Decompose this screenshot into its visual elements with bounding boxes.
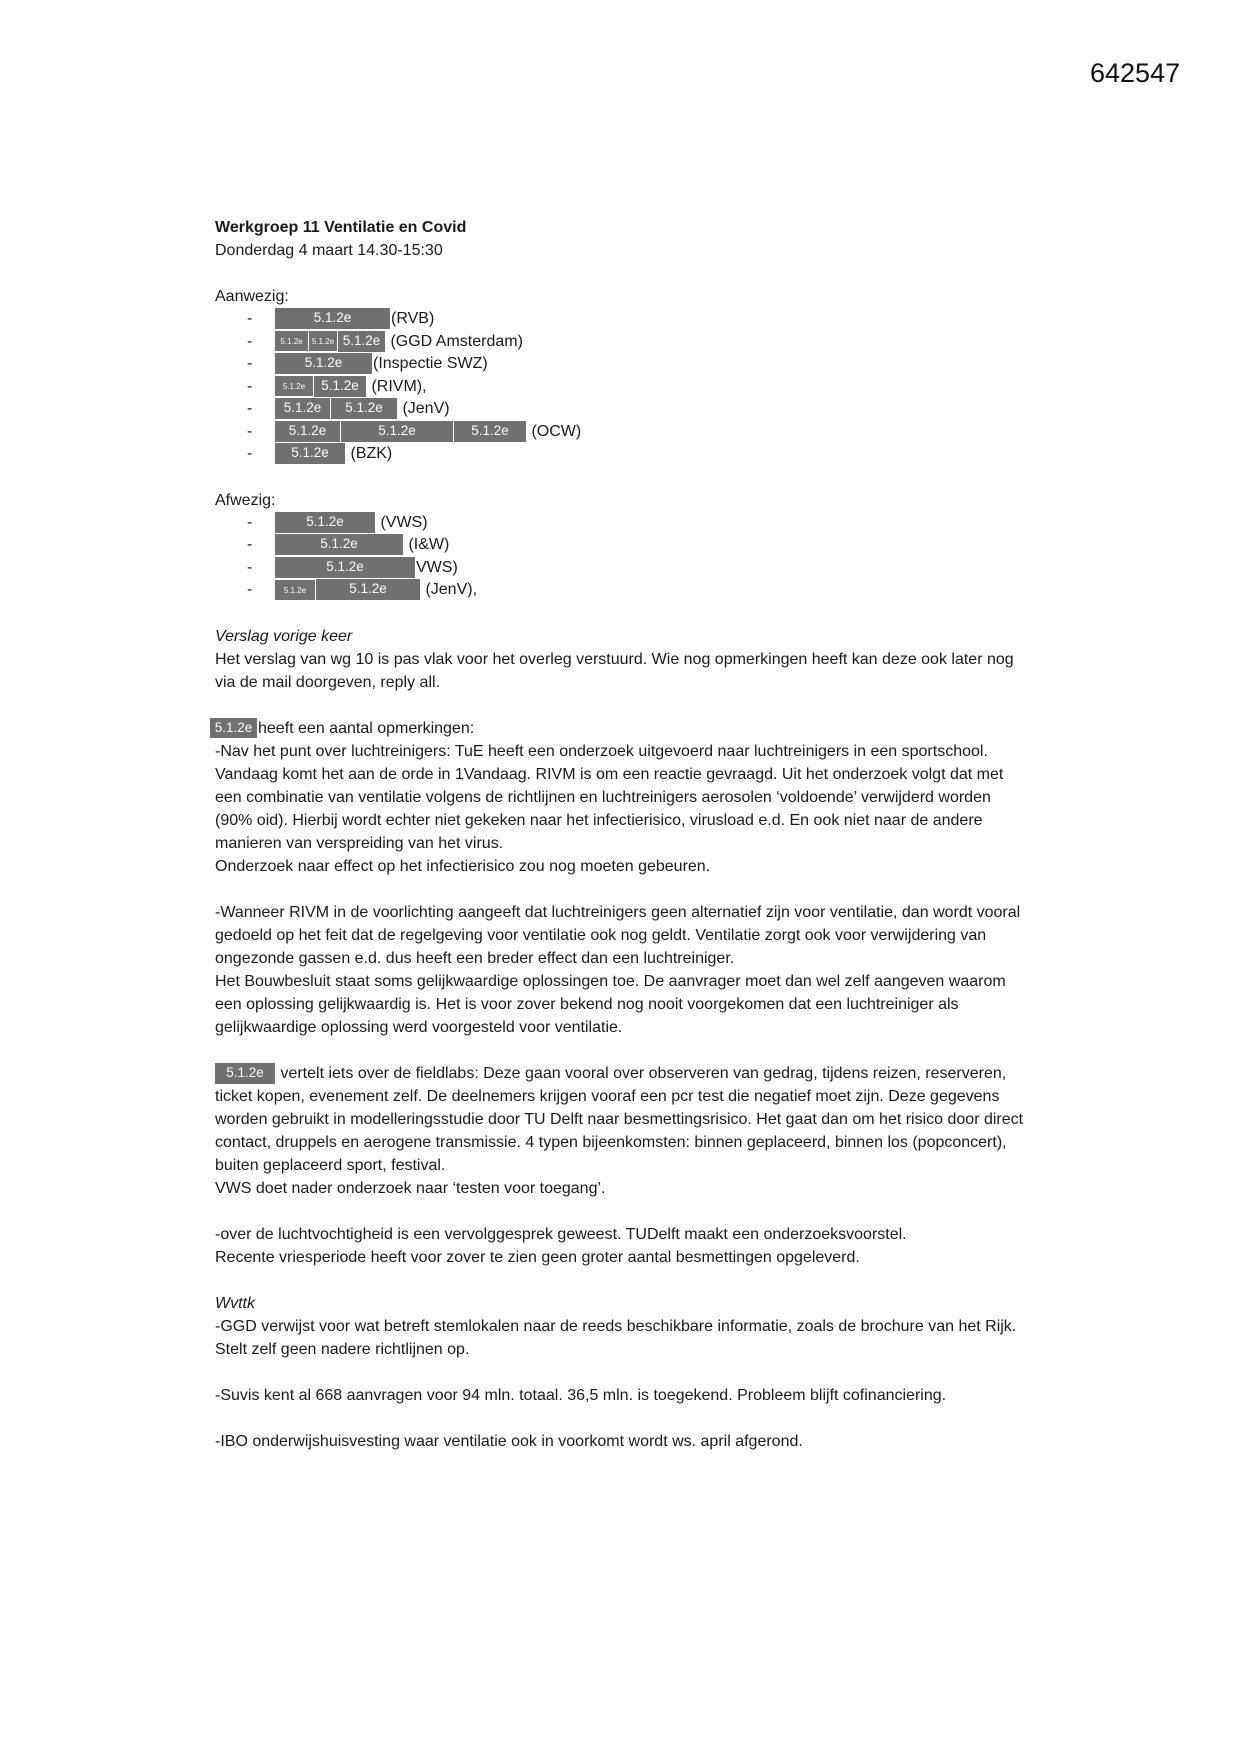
redaction-block: 5.1.2e <box>275 421 340 442</box>
absent-heading: Afwezig: <box>215 491 276 509</box>
present-item: - 5.1.2e 5.1.2e 5.1.2e (GGD Amsterdam) <box>215 331 1025 354</box>
present-item: - 5.1.2e (BZK) <box>215 443 1025 466</box>
remarks-paragraph: Onderzoek naar effect op het infectierisico zou nog moeten gebeuren. <box>215 857 711 875</box>
redaction-block: 5.1.2e <box>210 718 257 738</box>
redaction-block: 5.1.2e <box>314 376 366 397</box>
redaction-block: 5.1.2e <box>275 443 345 464</box>
redaction-block: 5.1.2e <box>215 1063 275 1084</box>
present-list <box>215 308 1025 466</box>
wvttk-heading: Wvttk <box>215 1294 255 1312</box>
previous-minutes-heading: Verslag vorige keer <box>215 627 353 645</box>
redaction-block: 5.1.2e <box>275 580 315 600</box>
present-item: - 5.1.2e (Inspectie SWZ) <box>215 353 1025 376</box>
absent-item: - 5.1.2e VWS) <box>215 557 1025 580</box>
rivm-paragraph: -Wanneer RIVM in de voorlichting aangeeft dat luchtreinigers geen alternatief zijn voor ventilatie, dan wordt vooral gedoeld op het feit dat de regelgeving voor ventilatie ook nog geldt. Ventilatie zorgt ook voor verwijdering van ongezonde gassen e.d. dus heeft een breder effect dan een luchtreiniger. <box>215 903 1021 967</box>
redaction-block: 5.1.2e <box>275 376 313 396</box>
fieldlabs-paragraph: VWS doet nader onderzoek naar ‘testen voor toegang’. <box>215 1179 606 1197</box>
rivm-paragraph: Het Bouwbesluit staat soms gelijkwaardige oplossingen toe. De aanvrager moet dan wel zelf aangeven waarom een oplossing gelijkwaardig is. Het is voor zover bekend nog nooit voorgekomen dat een luchtreiniger als gelijkwaardige oplossing werd voorgesteld voor ventilatie. <box>215 972 1006 1036</box>
absent-item: - 5.1.2e (VWS) <box>215 512 1025 535</box>
redaction-block: 5.1.2e <box>275 331 308 351</box>
document-number: 642547 <box>1090 58 1181 88</box>
present-item: - 5.1.2e 5.1.2e 5.1.2e (OCW) <box>215 421 1025 444</box>
fieldlabs-paragraph: 5.1.2e vertelt iets over de fieldlabs: Deze gaan vooral over observeren van gedrag, tijdens reizen, reserveren, ticket kopen, evenement zelf. De deelnemers krijgen vooraf een pcr test die negatief moet zijn. Deze gegevens worden gebruikt in modelleringsstudie door TU Delft naar besmettingsrisico. Het gaat dan om het risico door direct contact, druppels en aerogene transmissie. 4 typen bijeenkomsten: binnen geplaceerd, binnen los (popconcert), buiten geplaceerd sport, festival. <box>215 1064 1024 1174</box>
redaction-block: 5.1.2e <box>275 557 415 578</box>
redaction-block: 5.1.2e <box>454 421 526 442</box>
meeting-date: Donderdag 4 maart 14.30-15:30 <box>215 242 443 259</box>
redaction-block: 5.1.2e <box>275 353 372 374</box>
redaction-block: 5.1.2e <box>341 421 453 442</box>
present-heading: Aanwezig: <box>215 288 289 305</box>
remarks-paragraph: -Nav het punt over luchtreinigers: TuE heeft een onderzoek uitgevoerd naar luchtreinigers in een sportschool. Vandaag komt het aan de orde in 1Vandaag. RIVM is om een reactie gevraagd. Uit het onderzoek volgt dat met een combinatie van ventilatie volgens de richtlijnen en luchtreinigers aerosolen ‘voldoende’ verwijderd worden (90% oid). Hierbij wordt echter niet gekeken naar het infectierisico, virusload e.d. En ook niet naar de andere manieren van verspreiding van het virus. <box>215 742 1004 852</box>
wvttk-paragraph: -IBO onderwijshuisvesting waar ventilatie ook in voorkomt wordt ws. april afgerond. <box>215 1432 803 1450</box>
document-body <box>215 216 1025 1453</box>
absent-list <box>215 512 1025 602</box>
wvttk-paragraph: -GGD verwijst voor wat betreft stemlokalen naar de reeds beschikbare informatie, zoals de brochure van het Rijk. Stelt zelf geen nadere richtlijnen op. <box>215 1317 1017 1358</box>
absent-item: - 5.1.2e (I&W) <box>215 534 1025 557</box>
wvttk-paragraph: -Suvis kent al 668 aanvragen voor 94 mln. totaal. 36,5 mln. is toegekend. Probleem blijft cofinanciering. <box>215 1386 947 1404</box>
redaction-block: 5.1.2e <box>275 512 375 533</box>
present-item: - 5.1.2e (RVB) <box>215 308 1025 331</box>
redaction-block: 5.1.2e <box>275 398 330 419</box>
redaction-block: 5.1.2e <box>309 331 337 351</box>
previous-minutes-text: Het verslag van wg 10 is pas vlak voor het overleg verstuurd. Wie nog opmerkingen heeft kan deze ook later nog via de mail doorgeven, reply all. <box>215 650 1014 691</box>
present-item: - 5.1.2e 5.1.2e (JenV) <box>215 398 1025 421</box>
redaction-block: 5.1.2e <box>316 579 420 600</box>
humidity-paragraph: Recente vriesperiode heeft voor zover te zien geen groter aantal besmettingen opgeleverd. <box>215 1248 860 1266</box>
remarks-intro-line: 5.1.2e heeft een aantal opmerkingen: <box>210 717 1025 740</box>
redaction-block: 5.1.2e <box>275 534 403 555</box>
document-title: Werkgroep 11 Ventilatie en Covid <box>215 219 467 236</box>
redaction-block: 5.1.2e <box>331 398 397 419</box>
humidity-paragraph: -over de luchtvochtigheid is een vervolggesprek geweest. TUDelft maakt een onderzoeksvoorstel. <box>215 1225 907 1243</box>
absent-item: - 5.1.2e 5.1.2e (JenV), <box>215 579 1025 602</box>
present-item: - 5.1.2e 5.1.2e (RIVM), <box>215 376 1025 399</box>
redaction-block: 5.1.2e <box>338 331 385 352</box>
redaction-block: 5.1.2e <box>275 308 390 329</box>
